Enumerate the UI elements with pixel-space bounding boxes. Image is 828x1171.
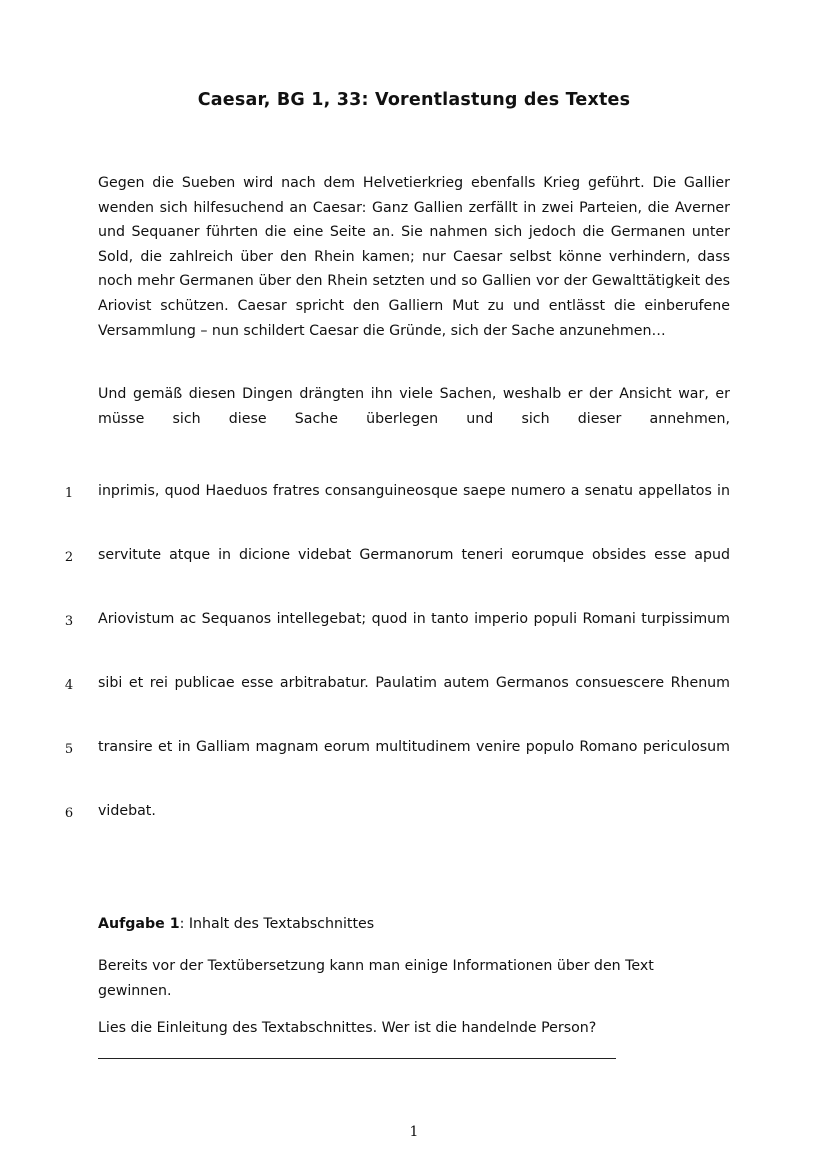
line-number: 2 [64, 550, 74, 565]
page-title: Caesar, BG 1, 33: Vorentlastung des Textes [197, 90, 631, 110]
latin-line [0, 739, 828, 763]
latin-text: sibi et rei publicae esse arbitrabatur. Paulatim autem Germanos consuescere Rhenum [98, 675, 730, 691]
latin-text: inprimis, quod Haeduos fratres consanguineosque saepe numero a senatu appellatos in [98, 483, 730, 499]
latin-line [0, 547, 828, 571]
latin-text: servitute atque in dicione videbat Germanorum teneri eorumque obsides esse apud [98, 547, 730, 563]
task-question: Lies die Einleitung des Textabschnittes. Wer ist die handelnde Person? [98, 1020, 597, 1036]
page-number: 1 [409, 1124, 419, 1140]
latin-text: videbat. [98, 803, 156, 819]
task-title: : Inhalt des Textabschnittes [179, 916, 375, 932]
latin-line [0, 483, 828, 507]
task-paragraph: Bereits vor der Textübersetzung kann man einige Informationen über den Text gewinnen. [98, 958, 654, 999]
lead-paragraph: Und gemäß diesen Dingen drängten ihn viele Sachen, weshalb er der Ansicht war, er müsse sich diese Sache überlegen und sich dieser annehmen, [98, 386, 730, 427]
latin-text: Ariovistum ac Sequanos intellegebat; quod in tanto imperio populi Romani turpissimum [98, 611, 730, 627]
line-number: 6 [64, 806, 74, 821]
latin-line [0, 675, 828, 699]
line-number: 4 [64, 678, 74, 693]
line-number: 1 [64, 486, 74, 501]
answer-line[interactable] [98, 1058, 616, 1059]
line-number: 5 [64, 742, 74, 757]
latin-line [0, 611, 828, 635]
intro-paragraph: Gegen die Sueben wird nach dem Helvetierkrieg ebenfalls Krieg geführt. Die Gallier wenden sich hilfesuchend an Caesar: Ganz Gallien zerfällt in zwei Parteien, die Averner und Sequaner führten die eine Seite an. Sie nahmen sich jedoch die Germanen unter Sold, die zahlreich über den Rhein kamen; nur Caesar selbst könne verhindern, dass noch mehr Germanen über den Rhein setzten und so Gallien vor der Gewalttätigkeit des Ariovist schützen. Caesar spricht den Galliern Mut zu und entlässt die einberufene Versammlung – nun schildert Caesar die Gründe, sich der Sache anzunehmen… [98, 175, 730, 339]
latin-line [0, 803, 828, 827]
latin-text: transire et in Galliam magnam eorum multitudinem venire populo Romano periculosum [98, 739, 730, 755]
task-heading [98, 916, 374, 932]
task-label: Aufgabe 1 [98, 916, 180, 932]
line-number: 3 [64, 614, 74, 629]
